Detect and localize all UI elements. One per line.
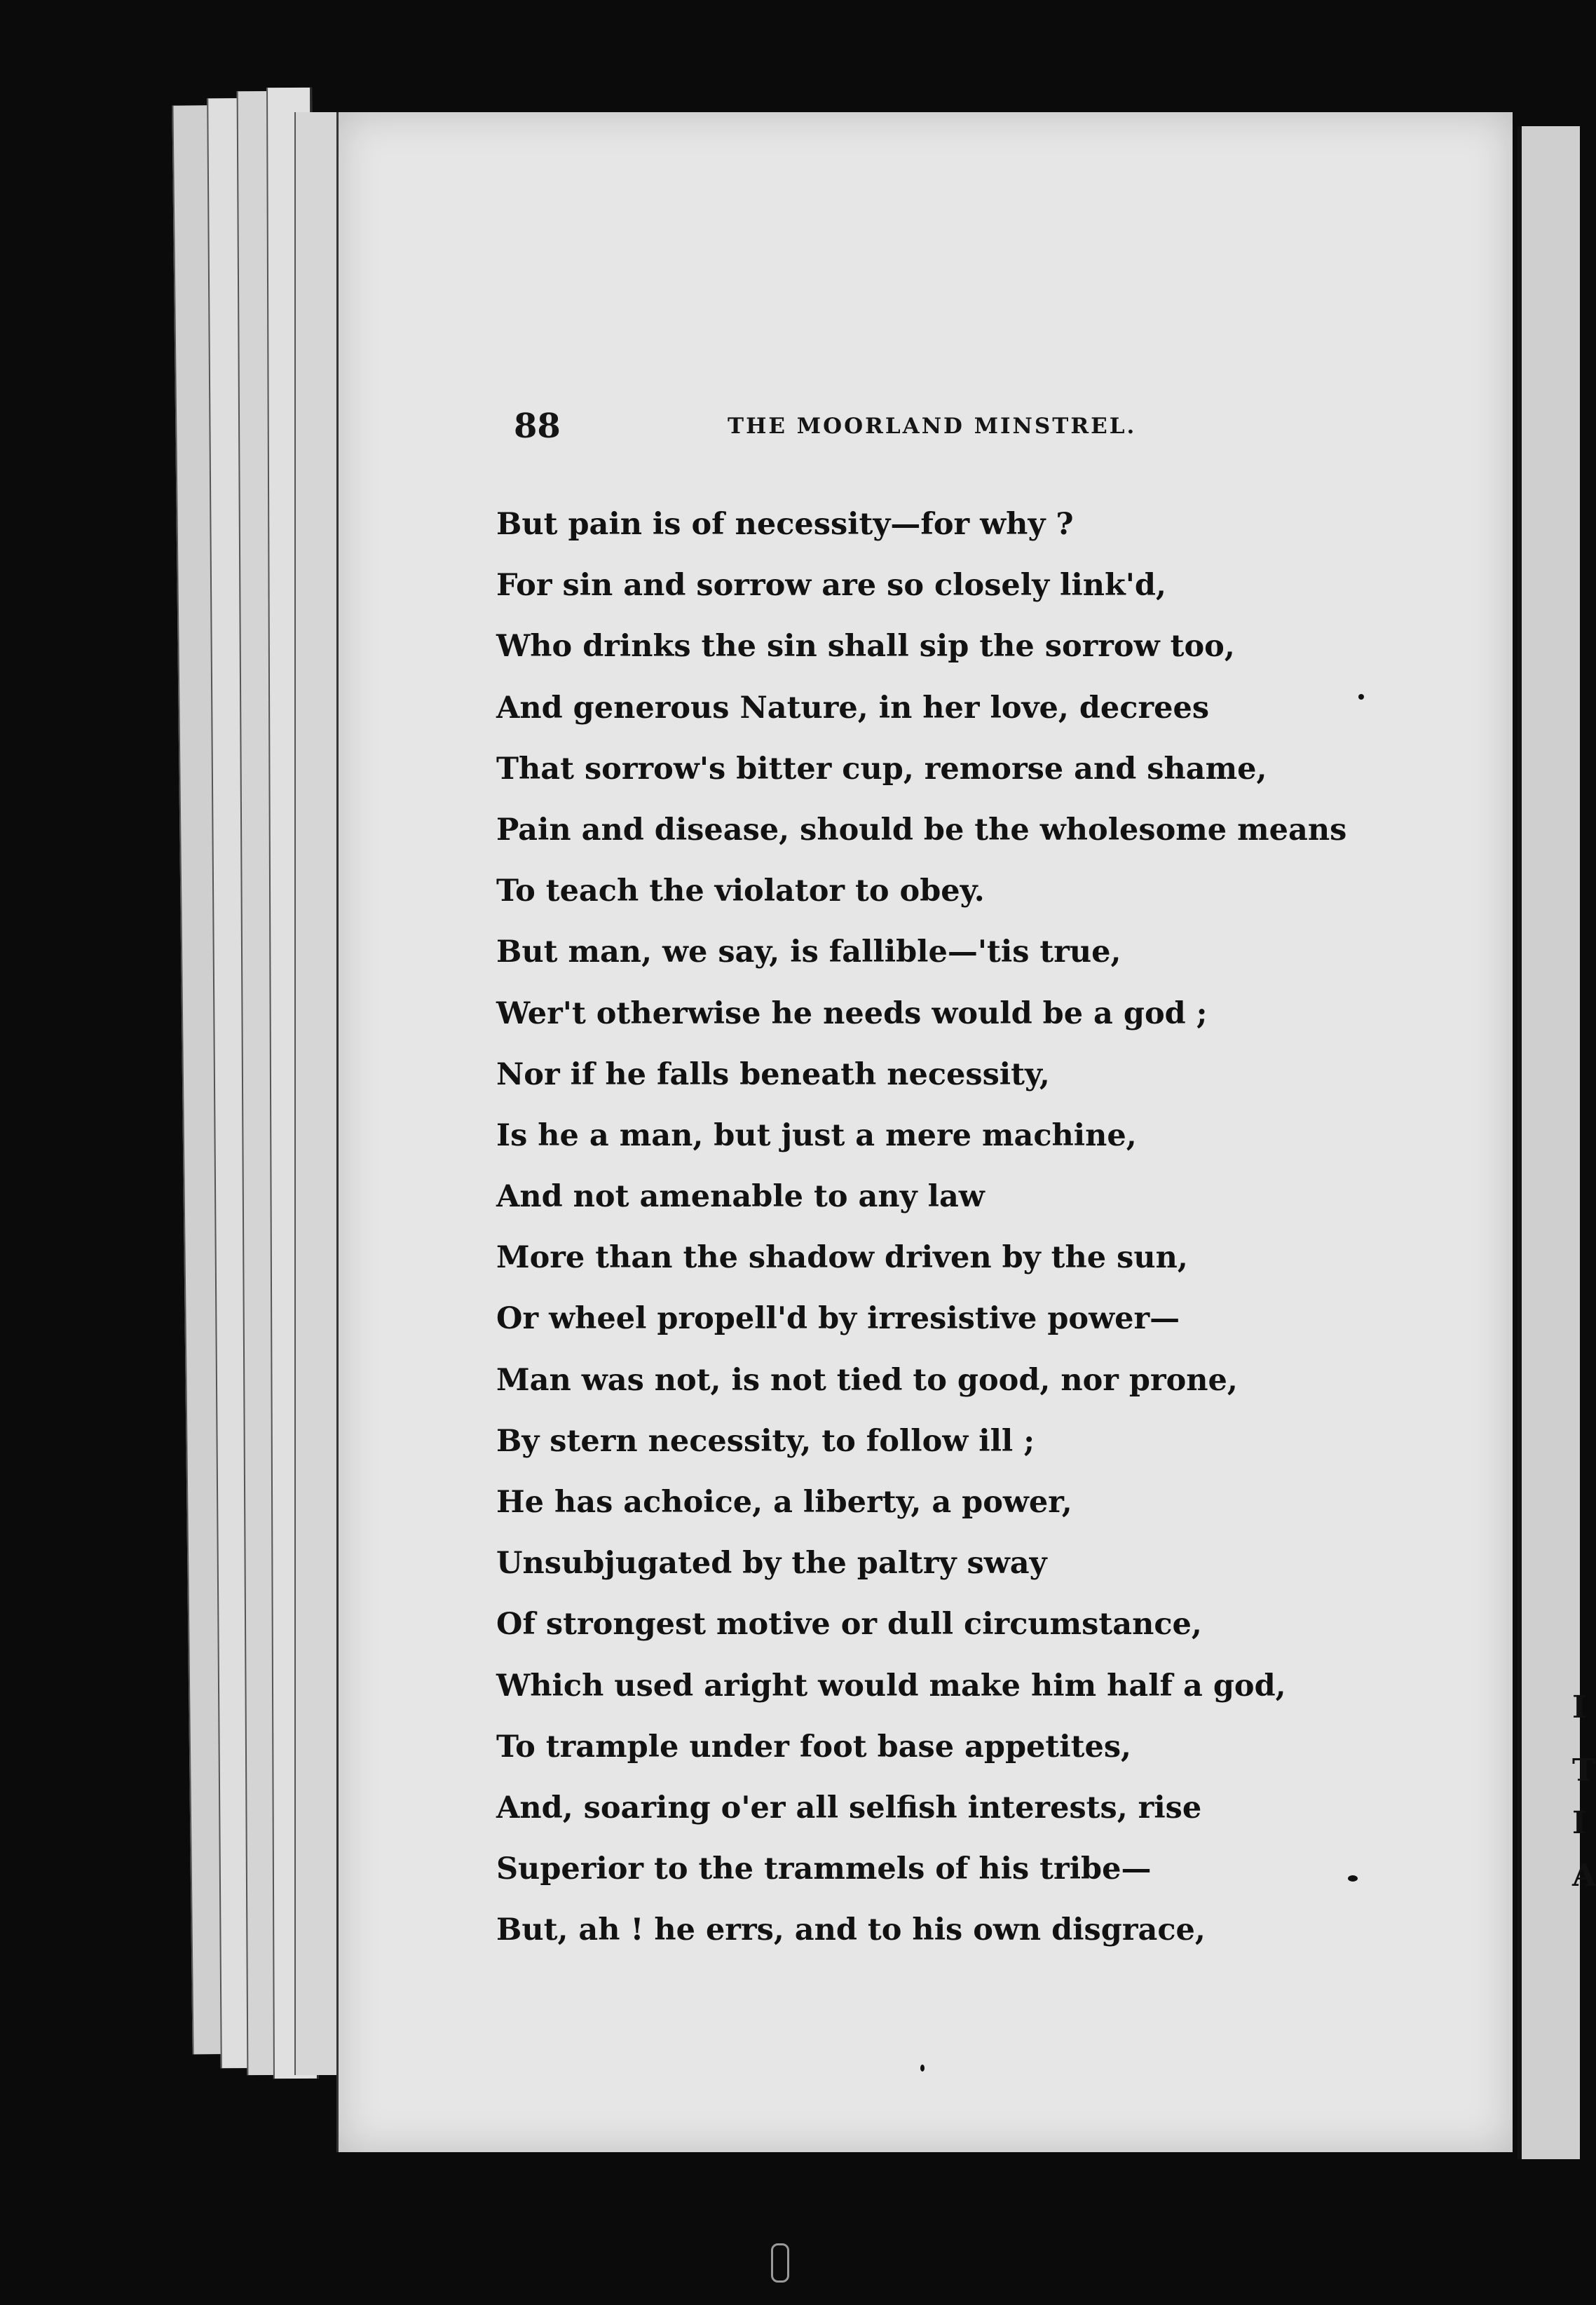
poem-line: Pain and disease, should be the wholesome means <box>496 812 1347 848</box>
page-header <box>514 407 1411 456</box>
facing-page-fragment: T <box>1572 1753 1595 1788</box>
poem-line: He has achoice, a liberty, a power, <box>496 1485 1072 1520</box>
poem-line: But, ah ! he errs, and to his own disgrace, <box>496 1912 1206 1948</box>
facing-page <box>1517 126 1596 2159</box>
poem-line: By stern necessity, to follow ill ; <box>496 1423 1035 1459</box>
poem-line: Is he a man, but just a mere machine, <box>496 1117 1137 1153</box>
facing-page-fragment: I <box>1572 1689 1587 1725</box>
poem-line: Or wheel propell'd by irresistive power— <box>496 1301 1180 1337</box>
poem-line: But pain is of necessity—for why ? <box>496 507 1074 542</box>
ink-speck <box>920 2065 925 2072</box>
page-number: 88 <box>514 407 561 446</box>
ink-speck <box>1348 1875 1358 1882</box>
poem-line: That sorrow's bitter cup, remorse and shame, <box>496 751 1267 787</box>
poem-line: Which used aright would make him half a god, <box>496 1668 1286 1704</box>
poem-line: Superior to the trammels of his tribe— <box>496 1851 1152 1887</box>
poem-line: And generous Nature, in her love, decrees <box>496 690 1210 726</box>
poem-line: For sin and sorrow are so closely link'd, <box>496 568 1166 604</box>
poem-line: But man, we say, is fallible—'tis true, <box>496 934 1121 970</box>
poem-line: Nor if he falls beneath necessity, <box>496 1056 1050 1092</box>
clip-mark <box>771 2243 789 2283</box>
poem-line: To trample under foot base appetites, <box>496 1729 1132 1765</box>
ink-speck <box>1358 694 1364 700</box>
poem-line: Unsubjugated by the paltry sway <box>496 1546 1047 1582</box>
book-page <box>336 112 1513 2152</box>
poem-text <box>496 494 1450 1961</box>
poem-line: And not amenable to any law <box>496 1179 985 1215</box>
poem-line: Wer't otherwise he needs would be a god ; <box>496 995 1208 1031</box>
facing-page-fragment: I <box>1572 1805 1587 1841</box>
facing-page-fragment: A <box>1572 1858 1596 1893</box>
running-title: THE MOORLAND MINSTREL. <box>728 414 1137 439</box>
poem-line: And, soaring o'er all selfish interests, rise <box>496 1790 1202 1825</box>
poem-line: Of strongest motive or dull circumstance, <box>496 1607 1202 1643</box>
poem-line: Who drinks the sin shall sip the sorrow too, <box>496 629 1235 665</box>
poem-line: More than the shadow driven by the sun, <box>496 1240 1188 1276</box>
poem-line: Man was not, is not tied to good, nor prone, <box>496 1362 1238 1398</box>
poem-line: To teach the violator to obey. <box>496 873 985 909</box>
